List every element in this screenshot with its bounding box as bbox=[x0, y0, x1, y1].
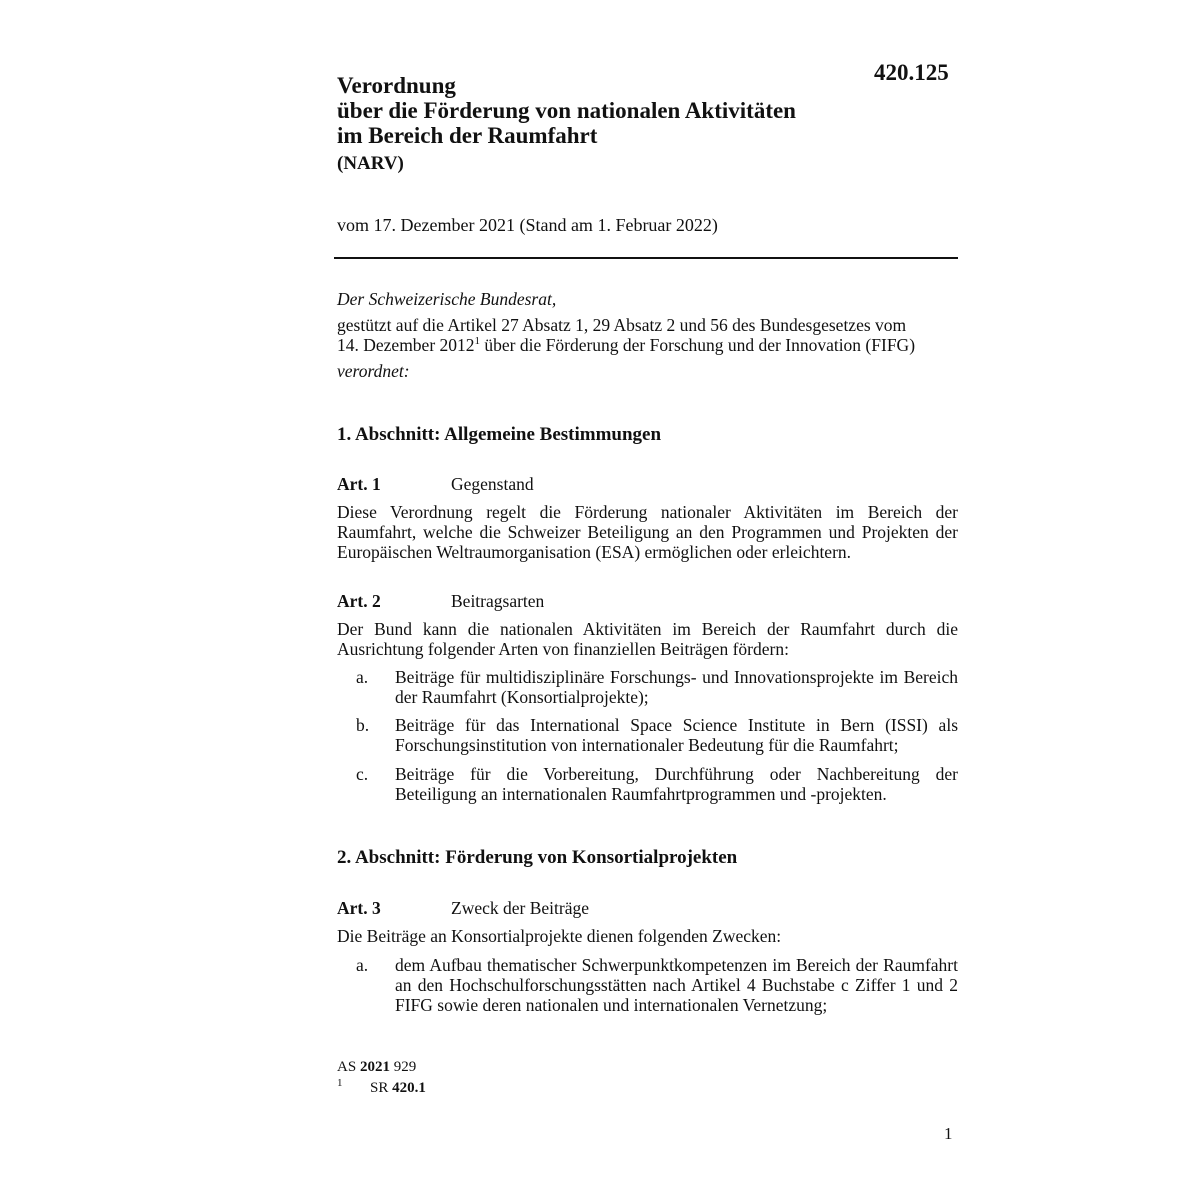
preamble-basis-date: 14. Dezember 2012 bbox=[337, 335, 475, 355]
title-line-2: über die Förderung von nationalen Aktivitäten bbox=[337, 98, 796, 123]
preamble-authority: Der Schweizerische Bundesrat, bbox=[337, 289, 557, 309]
list-item bbox=[356, 764, 958, 804]
preamble-basis bbox=[337, 315, 915, 355]
document-abbreviation: (NARV) bbox=[337, 153, 404, 174]
preamble-basis-rest: über die Förderung der Forschung und der Innovation (FIFG) bbox=[480, 335, 916, 355]
footnote-reference: 1 bbox=[474, 335, 481, 348]
art-2-title: Beitragsarten bbox=[451, 591, 545, 611]
art-3-heading bbox=[337, 898, 589, 919]
page-number: 1 bbox=[944, 1124, 953, 1143]
art-3-number: Art. 3 bbox=[337, 898, 381, 918]
list-item-text: Beiträge für die Vorbereitung, Durchführung oder Nachbereitung der Beteiligung an internationalen Raumfahrtprogrammen und -projekten. bbox=[395, 764, 958, 804]
preamble-decree: verordnet: bbox=[337, 361, 410, 381]
list-item-text: Beiträge für multidisziplinäre Forschungs- und Innovationsprojekte im Bereich der Raumfahrt (Konsortialprojekte); bbox=[395, 667, 958, 707]
sr-number: 420.125 bbox=[874, 60, 949, 85]
art-1-number: Art. 1 bbox=[337, 474, 381, 494]
list-item bbox=[356, 715, 958, 755]
as-prefix: AS bbox=[337, 1059, 360, 1075]
art-2-heading bbox=[337, 591, 544, 612]
as-year: 2021 bbox=[359, 1059, 390, 1075]
list-item-label: a. bbox=[356, 955, 369, 975]
document-title bbox=[337, 73, 796, 148]
list-item-text: Beiträge für das International Space Science Institute in Bern (ISSI) als Forschungsinstitution von internationaler Bedeutung für die Raumfahrt; bbox=[395, 715, 958, 755]
header-divider bbox=[334, 257, 958, 259]
section-2-heading: 2. Abschnitt: Förderung von Konsortialprojekten bbox=[337, 847, 738, 868]
title-line-3: im Bereich der Raumfahrt bbox=[337, 123, 598, 148]
preamble-basis-line-2 bbox=[337, 335, 915, 355]
art-1-title: Gegenstand bbox=[451, 474, 534, 494]
art-3-intro: Die Beiträge an Konsortialprojekte dienen folgenden Zwecken: bbox=[337, 926, 782, 946]
footnote-1: 1 SR 420.1 bbox=[337, 1077, 426, 1096]
list-item-label: b. bbox=[356, 715, 370, 735]
preamble-basis-line-1: gestützt auf die Artikel 27 Absatz 1, 29 Absatz 2 und 56 des Bundesgesetzes vom bbox=[337, 315, 907, 335]
art-3-title: Zweck der Beiträge bbox=[451, 898, 589, 918]
art-2-intro: Der Bund kann die nationalen Aktivitäten im Bereich der Raumfahrt durch die Ausrichtung folgender Arten von finanziellen Beiträgen fördern: bbox=[337, 619, 958, 659]
list-item bbox=[356, 667, 958, 707]
date-line: vom 17. Dezember 2021 (Stand am 1. Februar 2022) bbox=[337, 215, 718, 235]
list-item-label: c. bbox=[356, 764, 369, 784]
art-2-number: Art. 2 bbox=[337, 591, 381, 611]
list-item-label: a. bbox=[356, 667, 369, 687]
art-1-heading bbox=[337, 474, 534, 495]
art-1-text: Diese Verordnung regelt die Förderung nationaler Aktivitäten im Bereich der Raumfahrt, welche die Schweizer Beteiligung an den Programmen und Projekten der Europäischen Weltraumorganisation (ESA) ermöglichen oder erleichtern. bbox=[337, 502, 958, 562]
section-1-heading: 1. Abschnitt: Allgemeine Bestimmungen bbox=[337, 424, 662, 445]
official-compilation-ref bbox=[337, 1059, 416, 1076]
sr-reference: 420.1 bbox=[392, 1080, 426, 1096]
as-page: 929 bbox=[389, 1059, 417, 1075]
sr-prefix: SR bbox=[370, 1080, 393, 1096]
title-line-1: Verordnung bbox=[337, 73, 456, 98]
list-item-text: dem Aufbau thematischer Schwerpunktkompetenzen im Bereich der Raumfahrt an den Hochschulforschungsstätten nach Artikel 4 Buchstabe c Ziffer 1 und 2 FIFG sowie deren nationalen und internationalen Vernetzung; bbox=[395, 955, 958, 1015]
list-item bbox=[356, 955, 958, 1015]
